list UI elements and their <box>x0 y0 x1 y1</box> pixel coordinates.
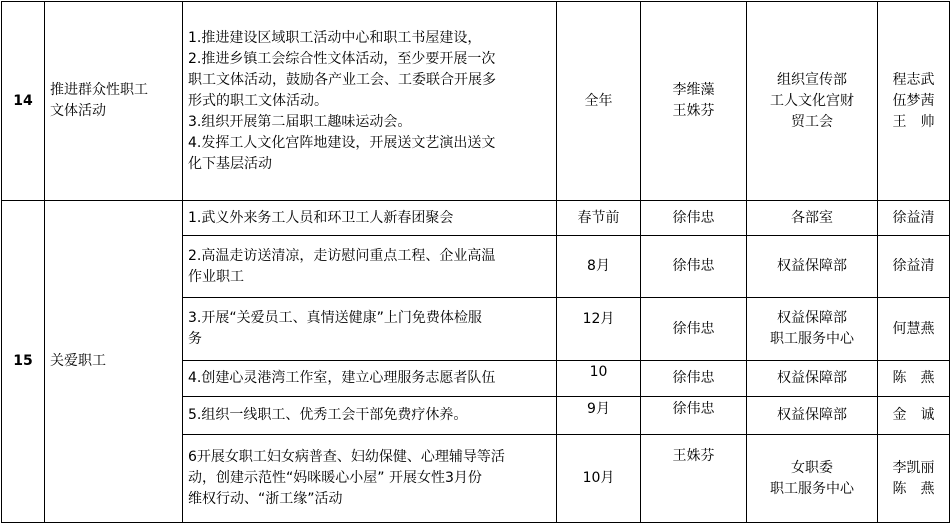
task-title <box>45 2 183 201</box>
leader-cell: 徐伟忠 <box>641 236 747 298</box>
task-content <box>183 236 557 298</box>
time-cell <box>557 361 641 397</box>
row-number: 14 <box>2 2 45 201</box>
leader-cell <box>641 2 747 201</box>
dept-cell: 权益保障部 <box>747 236 878 298</box>
content-line: 1.推进建设区域职工活动中心和职工书屋建设， <box>188 29 482 46</box>
content-line: 4.创建心灵港湾工作室，建立心理服务志愿者队伍 <box>188 370 496 386</box>
task-title: 关爱职工 <box>45 201 183 523</box>
content-line: 3.开展“关爱员工、真情送健康”上门免费体检服 <box>188 310 482 326</box>
time-value: 12月 <box>582 310 615 327</box>
content-line: 4.发挥工人文化宫阵地建设，开展送文艺演出送文 <box>188 134 496 151</box>
leader-name: 徐伟忠 <box>672 401 715 417</box>
time-cell <box>557 397 641 435</box>
table-row <box>2 201 950 236</box>
dept-cell <box>747 298 878 361</box>
person-cell: 何慧燕 <box>878 298 950 361</box>
task-content <box>183 435 557 523</box>
dept-name: 女职委 <box>791 459 833 476</box>
dept-name: 职工服务中心 <box>770 331 854 347</box>
person-cell <box>878 435 950 523</box>
dept-name: 职工服务中心 <box>770 480 854 497</box>
person-name: 王 帅 <box>892 113 935 130</box>
person-cell: 金 诚 <box>878 397 950 435</box>
person-name: 陈 燕 <box>892 480 935 497</box>
content-line: 务 <box>188 331 202 347</box>
task-title-line: 推进群众性职工 <box>50 82 148 98</box>
row-number: 15 <box>2 201 45 523</box>
dept-name: 组织宣传部 <box>777 71 847 88</box>
content-line: 职工文体活动，鼓励各产业工会、工委联合开展多 <box>188 71 496 88</box>
content-line: 作业职工 <box>188 268 244 285</box>
task-content <box>183 201 557 236</box>
task-content <box>183 397 557 435</box>
leader-cell <box>641 397 747 435</box>
leader-cell: 徐伟忠 <box>641 361 747 397</box>
time-value: 9月 <box>587 401 610 417</box>
person-cell <box>878 2 950 201</box>
task-content <box>183 298 557 361</box>
person-name: 李凯丽 <box>892 459 935 476</box>
dept-cell <box>747 435 878 523</box>
time-cell: 全年 <box>557 2 641 201</box>
content-line: 2.推进乡镇工会综合性文体活动，至少要开展一次 <box>188 50 496 67</box>
content-line: 6开展女职工妇女病普查、妇幼保健、心理辅导等活 <box>188 449 505 465</box>
task-content <box>183 2 557 201</box>
person-name: 伍梦茜 <box>892 92 935 109</box>
dept-name: 贸工会 <box>791 113 833 130</box>
leader-name: 李维藻 <box>672 82 715 98</box>
table-row <box>2 2 950 201</box>
dept-name: 权益保障部 <box>777 310 847 326</box>
dept-cell <box>747 2 878 201</box>
dept-cell: 各部室 <box>747 201 878 236</box>
time-cell: 春节前 <box>557 201 641 236</box>
task-content <box>183 361 557 397</box>
time-cell: 10月 <box>557 435 641 523</box>
dept-name: 工人文化宫财 <box>770 92 854 109</box>
person-cell: 徐益清 <box>878 201 950 236</box>
leader-name: 王姝芬 <box>672 103 715 119</box>
content-line: 形式的职工文体活动。 <box>188 92 328 109</box>
content-line: 维权行动、“浙工缘”活动 <box>188 491 343 507</box>
content-line: 1.武义外来务工人员和环卫工人新春团聚会 <box>188 209 454 226</box>
person-cell: 陈 燕 <box>878 361 950 397</box>
content-line: 化下基层活动 <box>188 155 272 172</box>
dept-cell: 权益保障部 <box>747 397 878 435</box>
content-line: 3.组织开展第二届职工趣味运动会。 <box>188 113 412 130</box>
task-title-line: 文体活动 <box>50 103 106 119</box>
time-cell: 8月 <box>557 236 641 298</box>
content-line: 5.组织一线职工、优秀工会干部免费疗休养。 <box>188 407 468 423</box>
content-line: 2.高温走访送清凉，走访慰问重点工程、企业高温 <box>188 247 496 264</box>
leader-name: 王姝芬 <box>672 448 715 464</box>
work-plan-table <box>1 1 950 523</box>
dept-cell: 权益保障部 <box>747 361 878 397</box>
leader-cell: 徐伟忠 <box>641 298 747 361</box>
person-cell: 徐益清 <box>878 236 950 298</box>
time-cell <box>557 298 641 361</box>
leader-cell <box>641 435 747 523</box>
time-value: 10 <box>589 364 608 380</box>
content-line: 动，创建示范性“妈咪暖心小屋” 开展女性3月份 <box>188 470 482 486</box>
leader-cell: 徐伟忠 <box>641 201 747 236</box>
person-name: 程志武 <box>892 71 935 88</box>
